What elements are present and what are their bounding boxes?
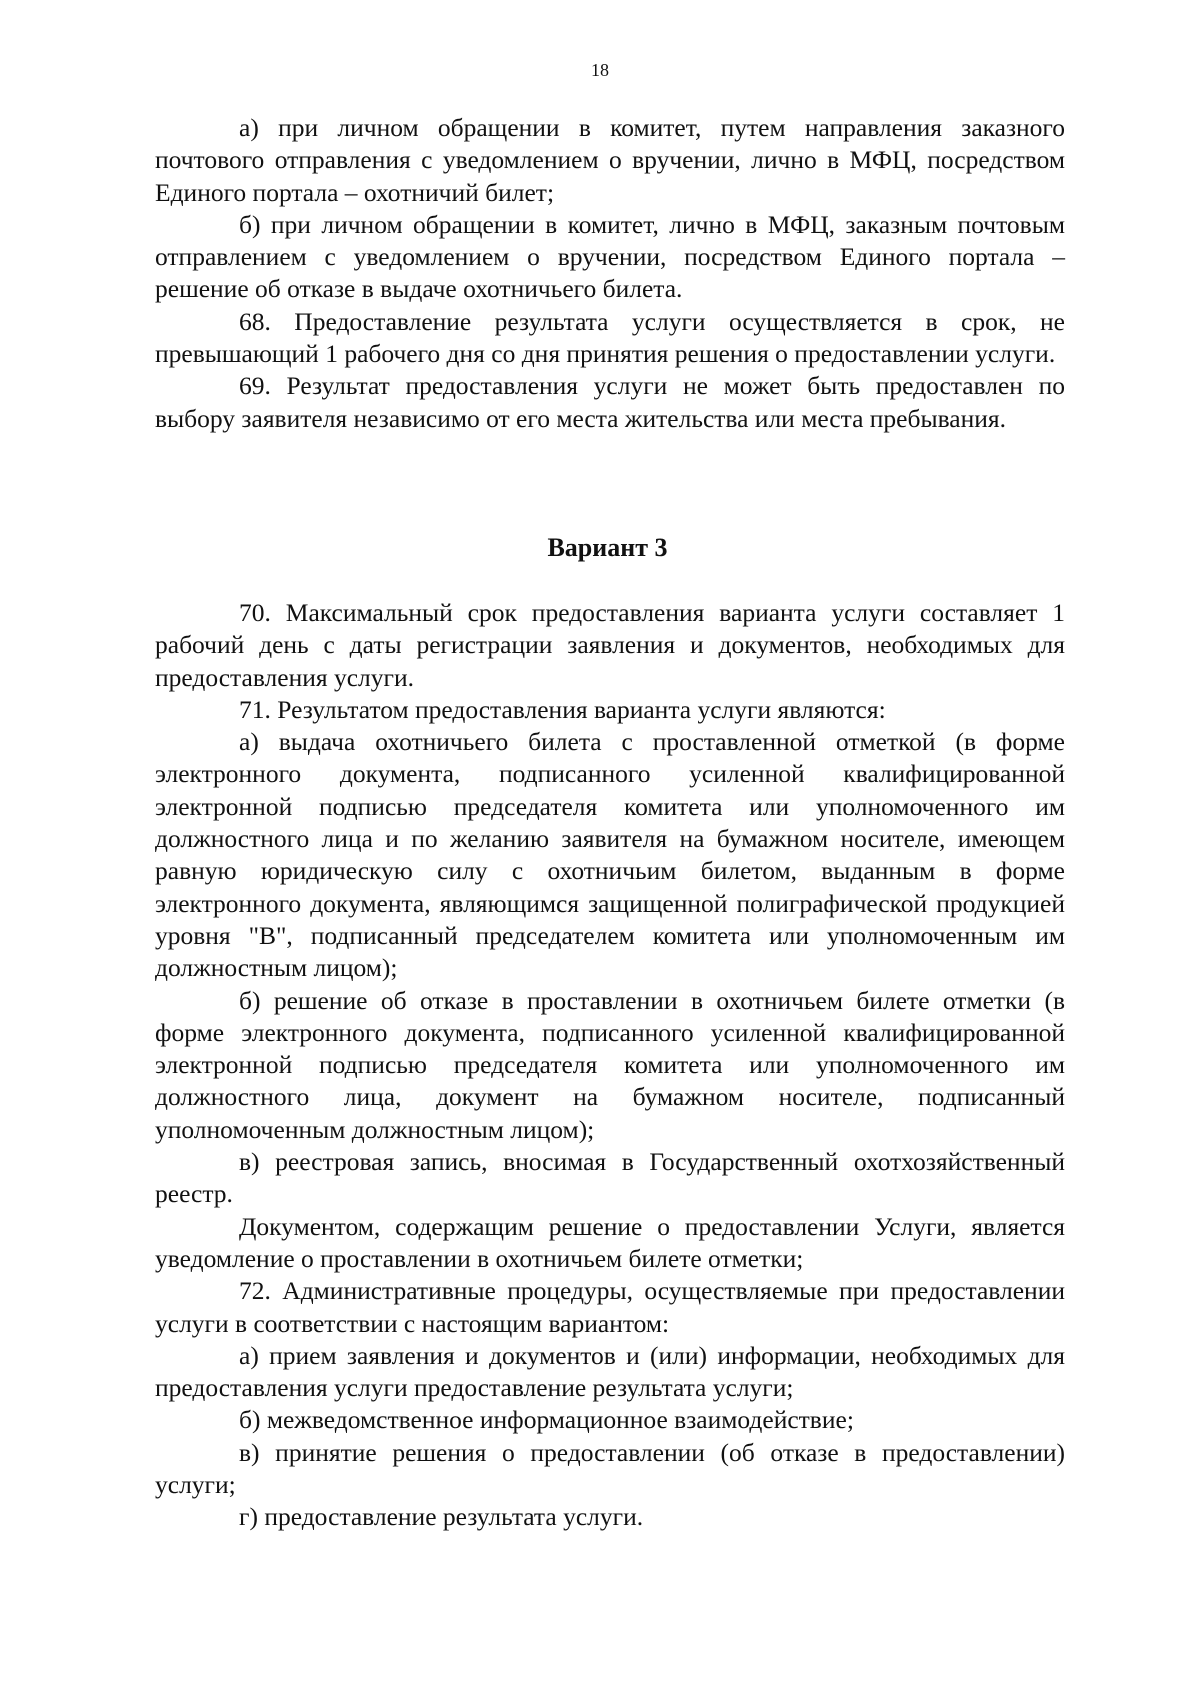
paragraph-72-v: в) принятие решения о предоставлении (об отказе в предоставлении) услуги; [155,1437,1065,1500]
paragraph-72-a: а) прием заявления и документов и (или) информации, необходимых для предоставления услуги предоставление результата услуги; [155,1340,1065,1403]
paragraph-document-note: Документом, содержащим решение о предоставлении Услуги, является уведомление о проставлении в охотничьем билете отметки; [155,1211,1065,1273]
paragraph-71-a: а) выдача охотничьего билета с проставленной отметкой (в форме электронного документа, подписанного усиленной квалифицированной электронной подписью председателя комитета или уполномоченного им должностного лица и по желанию заявителя на бумажном носителе, имеющем равную юридическую силу с охотничьим билетом, выданным в форме электронного документа, являющимся защищенной полиграфической продукцией уровня "В", подписанный председателем комитета или уполномоченным им должностным лицом); [155,727,1065,983]
text-block-section-2 [155,597,1065,1534]
paragraph-71: 71. Результатом предоставления варианта услуги являются: [239,694,886,724]
paragraph-70: 70. Максимальный срок предоставления варианта услуги составляет 1 рабочий день с даты регистрации заявления и документов, необходимых для предоставления услуги. [155,598,1065,692]
text-block-section-1 [155,112,1065,435]
paragraph-item-a: а) при личном обращении в комитет, путем направления заказного почтового отправления с уведомлением о вручении, лично в МФЦ, посредством Единого портала – охотничий билет; [155,113,1065,207]
paragraph-72-g: г) предоставление результата услуги. [239,1502,644,1532]
paragraph-71-v: в) реестровая запись, вносимая в Государственный охотхозяйственный реестр. [155,1147,1065,1209]
paragraph-71-b: б) решение об отказе в проставлении в охотничьем билете отметки (в форме электронного документа, подписанного усиленной квалифицированной электронной подписью председателя комитета или уполномоченного им должностного лица, документ на бумажном носителе, подписанный уполномоченным должностным лицом); [155,985,1065,1144]
paragraph-69: 69. Результат предоставления услуги не может быть предоставлен по выбору заявителя независимо от его места жительства или места пребывания. [155,371,1065,433]
paragraph-72: 72. Административные процедуры, осуществляемые при предоставлении услуги в соответствии с настоящим вариантом: [155,1276,1065,1338]
page-number: 18 [591,60,609,80]
section-heading: Вариант 3 [547,533,668,562]
paragraph-72-b: б) межведомственное информационное взаимодействие; [239,1405,854,1435]
paragraph-68: 68. Предоставление результата услуги осуществляется в срок, не превышающий 1 рабочего дня со дня принятия решения о предоставлении услуги. [155,306,1065,369]
paragraph-item-b: б) при личном обращении в комитет, лично в МФЦ, заказным почтовым отправлением с уведомлением о вручении, посредством Единого портала – решение об отказе в выдаче охотничьего билета. [155,209,1065,304]
